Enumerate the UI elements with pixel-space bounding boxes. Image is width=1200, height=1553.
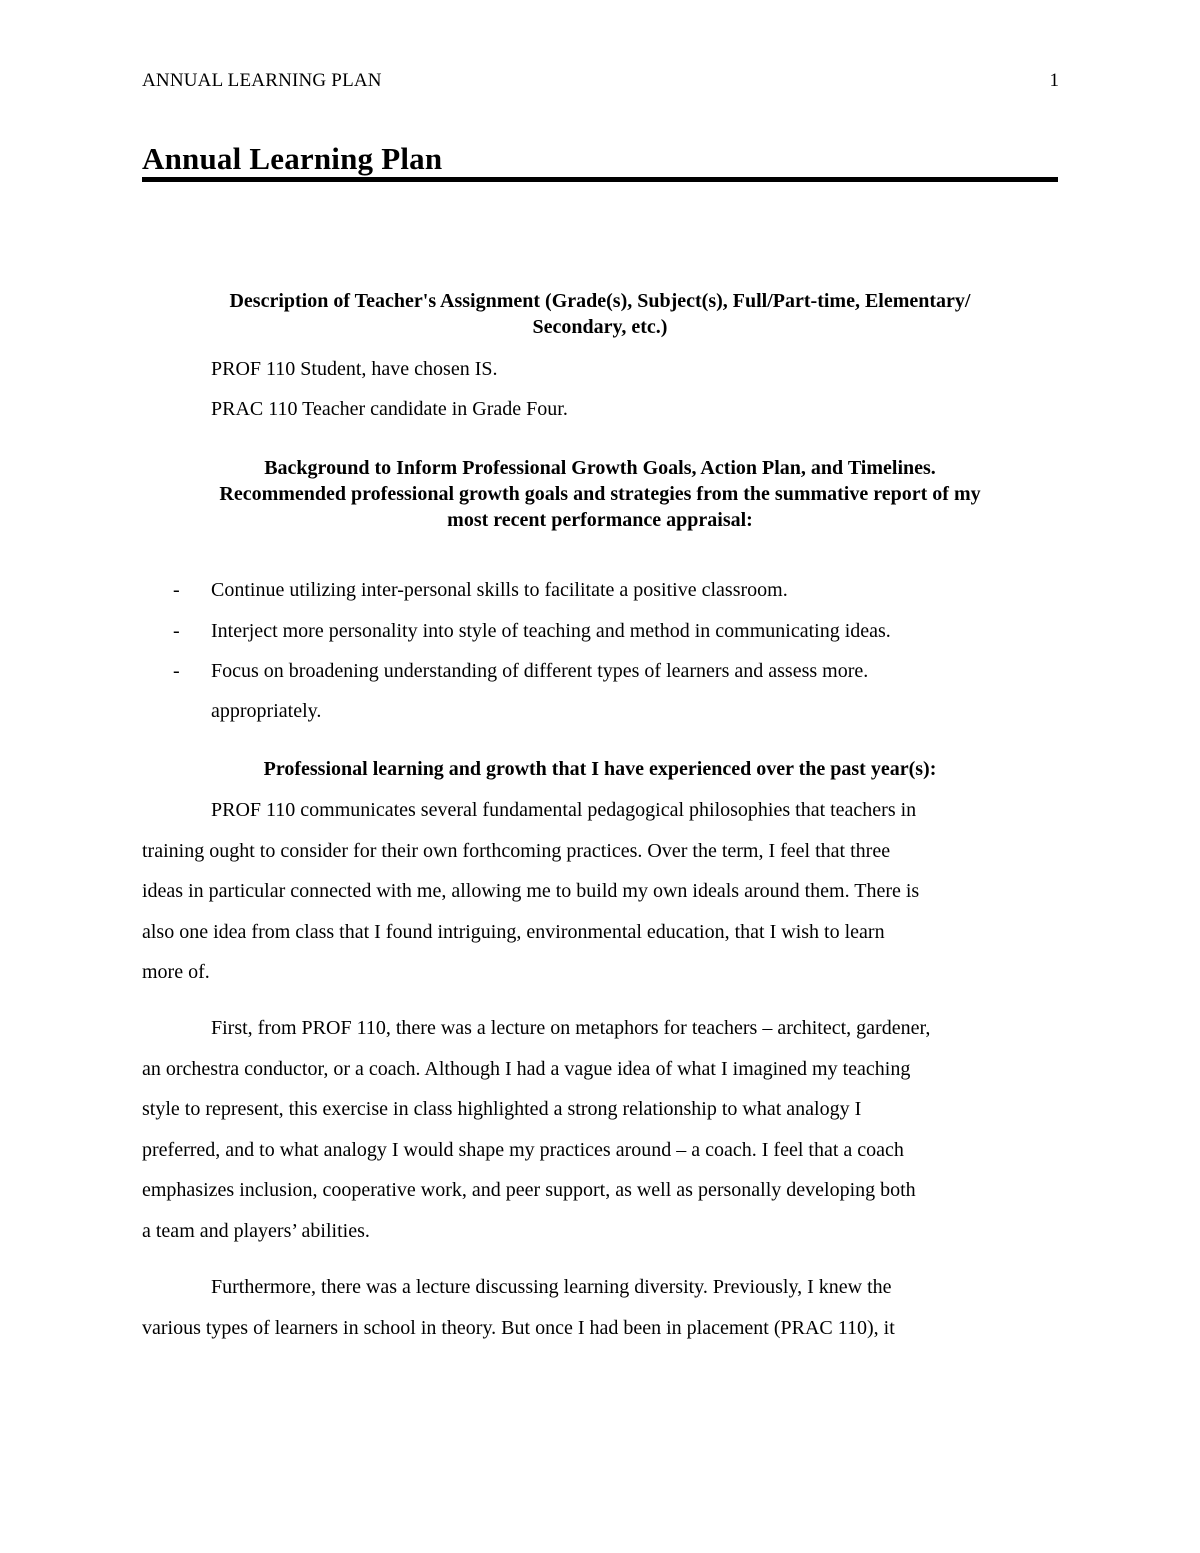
running-head: ANNUAL LEARNING PLAN — [142, 70, 382, 91]
bullet-marker: - — [173, 660, 180, 682]
assignment-heading-line: Description of Teacher's Assignment (Grade(s), Subject(s), Full/Part-time, Elementary/ — [229, 290, 971, 312]
assignment-heading-line: Secondary, etc.) — [532, 316, 668, 338]
bullet-item: Continue utilizing inter-personal skills to facilitate a positive classroom. — [211, 579, 788, 601]
assignment-heading — [142, 288, 1058, 340]
background-heading — [142, 455, 1058, 533]
paragraph-3 — [142, 1267, 1062, 1348]
paragraph-line: an orchestra conductor, or a coach. Although I had a vague idea of what I imagined my teaching — [142, 1057, 911, 1080]
title-rule — [142, 177, 1058, 182]
professional-learning-heading: Professional learning and growth that I have experienced over the past year(s): — [263, 758, 937, 780]
background-heading-line: Recommended professional growth goals and strategies from the summative report of my — [219, 483, 981, 505]
paragraph-line: PROF 110 communicates several fundamental pedagogical philosophies that teachers in — [211, 799, 917, 821]
paragraph-line: ideas in particular connected with me, allowing me to build my own ideals around them. There is — [142, 880, 920, 903]
paragraph-line: Furthermore, there was a lecture discussing learning diversity. Previously, I knew the — [211, 1276, 892, 1298]
paragraph-line: style to represent, this exercise in class highlighted a strong relationship to what analogy I — [142, 1098, 862, 1121]
paragraph-line: training ought to consider for their own forthcoming practices. Over the term, I feel that three — [142, 839, 891, 862]
bullet-marker: - — [173, 620, 180, 642]
paragraph-line: a team and players’ abilities. — [142, 1219, 370, 1242]
paragraph-line: First, from PROF 110, there was a lecture on metaphors for teachers – architect, gardener, — [211, 1017, 931, 1039]
bullet-marker: - — [173, 579, 180, 601]
background-heading-line: most recent performance appraisal: — [447, 509, 753, 531]
page-number: 1 — [1049, 70, 1059, 91]
paragraph-1 — [142, 790, 1062, 993]
bullet-item: Interject more personality into style of teaching and method in communicating ideas. — [211, 620, 891, 642]
assignment-line: PROF 110 Student, have chosen IS. — [211, 358, 498, 380]
paragraph-line: more of. — [142, 961, 210, 984]
document-title: Annual Learning Plan — [142, 141, 443, 176]
assignment-line: PRAC 110 Teacher candidate in Grade Four. — [211, 398, 568, 420]
bullet-item-continuation: appropriately. — [211, 700, 322, 722]
paragraph-line: emphasizes inclusion, cooperative work, and peer support, as well as personally developing both — [142, 1179, 916, 1202]
paragraph-2 — [142, 1008, 1062, 1252]
paragraph-line: preferred, and to what analogy I would shape my practices around – a coach. I feel that a coach — [142, 1138, 904, 1161]
background-heading-line: Background to Inform Professional Growth Goals, Action Plan, and Timelines. — [264, 457, 936, 479]
paragraph-line: also one idea from class that I found intriguing, environmental education, that I wish to learn — [142, 920, 885, 943]
paragraph-line: various types of learners in school in theory. But once I had been in placement (PRAC 110), it — [142, 1316, 895, 1339]
bullet-item: Focus on broadening understanding of different types of learners and assess more. — [211, 660, 869, 682]
